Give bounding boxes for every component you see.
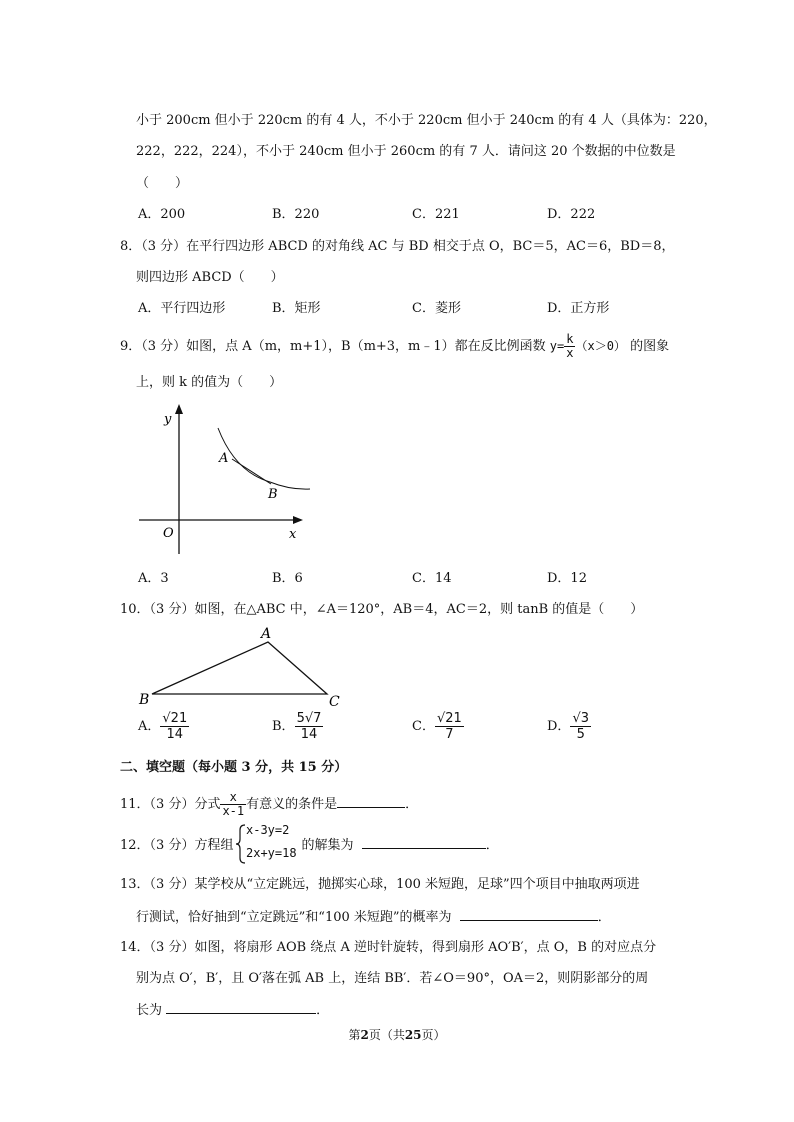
q10-option-b-den: 14: [300, 727, 318, 742]
q11-answer-blank[interactable]: [337, 794, 405, 808]
q9-y-label: y: [164, 412, 172, 427]
q9-text-a: 9．（3 分）如图，点 A（m，m+1），B（m+3，m﹣1）都在反比例函数: [120, 339, 546, 354]
q10-option-a-den: 14: [166, 727, 184, 742]
q10-triangle-shape: [152, 642, 327, 694]
q12-prefix: 12．（3 分）方程组: [120, 838, 234, 853]
q7-line1: 小于 200cm 但小于 220cm 的有 4 人，不小于 220cm 但小于 240cm 的有 4 人（具体为：220，: [136, 113, 717, 128]
q9-line2: 上，则 k 的值为（ ）: [136, 375, 283, 390]
q9-func-cond: （x＞0）: [575, 339, 626, 353]
page-footer: [0, 1026, 794, 1043]
q9-point-b-label: B: [268, 487, 278, 502]
q11-end: ．: [405, 797, 419, 812]
q10-option-c-fraction: [435, 711, 464, 742]
q10-option-a-fraction: [160, 711, 189, 742]
q10-option-b: [272, 711, 323, 742]
q9-line1: [120, 333, 669, 360]
q9-func-fraction: [564, 333, 575, 360]
q12-eq1: x-3y=2: [246, 823, 290, 837]
q10-triangle: [135, 622, 350, 710]
q10-vertex-b: B: [139, 692, 150, 708]
q12-eq2: 2x+y=18: [246, 846, 297, 860]
q13-answer-blank[interactable]: [460, 907, 598, 921]
q9-option-c: C．14: [412, 571, 452, 586]
q10-option-b-letter: B．: [272, 719, 295, 734]
q10-option-c-letter: C．: [412, 719, 435, 734]
q12-end: ．: [485, 838, 499, 853]
q10-option-c: [412, 711, 464, 742]
q14-line1: 14．（3 分）如图，将扇形 AOB 绕点 A 逆时针旋转，得到扇形 AO′B′，点 O，B 的对应点分: [120, 940, 657, 955]
footer-page-number: 2: [360, 1028, 369, 1042]
q7-option-b: B．220: [272, 207, 320, 222]
q11-den: x-1: [222, 804, 245, 818]
q8-option-c: C．菱形: [412, 301, 461, 316]
q7-line2: 222，222，224），不小于 240cm 但小于 260cm 的有 7 人．请问这 20 个数据的中位数是: [136, 144, 676, 159]
q9-func-den: x: [566, 346, 574, 360]
q8-option-a: A．平行四边形: [138, 301, 226, 316]
q14-line3-text: 长为: [136, 1003, 163, 1018]
q12-line: [120, 835, 499, 855]
q8-line1: 8．（3 分）在平行四边形 ABCD 的对角线 AC 与 BD 相交于点 O，BC＝5，AC＝6，BD＝8，: [120, 239, 675, 254]
q10-option-d-den: 5: [576, 727, 585, 742]
q14-line3: [136, 1000, 329, 1020]
q9-y-arrow: [175, 404, 183, 414]
q10-option-a-num: √21: [162, 711, 188, 726]
q12-suffix: 的解集为: [301, 838, 354, 853]
q7-option-d: D．222: [547, 207, 596, 222]
footer-post: 页）: [421, 1028, 446, 1042]
q10-option-c-num: √21: [436, 711, 462, 726]
q11-suffix: 有意义的条件是: [246, 797, 338, 812]
q9-x-arrow: [293, 516, 303, 524]
q11-num: x: [220, 791, 246, 805]
q11-line: [120, 791, 418, 818]
q10-option-a: [138, 711, 189, 742]
q10-option-a-letter: A．: [138, 719, 161, 734]
q13-line2: [136, 907, 611, 927]
q10-option-d-num: √3: [572, 711, 589, 726]
footer-mid: 页（共: [368, 1028, 405, 1042]
q11-fraction: [220, 791, 246, 818]
q14-end: ．: [316, 1003, 330, 1018]
q10-option-d-letter: D．: [547, 719, 571, 734]
q10-option-d-fraction: [570, 711, 591, 742]
q9-func-num: k: [566, 332, 574, 346]
q9-func-lhs: y=: [549, 339, 565, 353]
q8-line2: 则四边形 ABCD（ ）: [136, 270, 284, 285]
q9-option-a: A．3: [138, 571, 169, 586]
q10-option-d: [547, 711, 591, 742]
q9-x-label: x: [289, 527, 297, 542]
q10-option-b-fraction: [295, 711, 324, 742]
q7-answer-paren: （ ）: [136, 176, 189, 191]
q9-text-b: 的图象: [630, 339, 670, 354]
q13-end: ．: [597, 910, 611, 925]
q12-answer-blank[interactable]: [362, 835, 486, 849]
q10-vertex-a: A: [261, 626, 272, 642]
q12-brace-icon: [236, 824, 246, 864]
q9-option-d: D．12: [547, 571, 587, 586]
footer-pre: 第: [348, 1028, 361, 1042]
q9-origin-label: O: [163, 526, 174, 541]
q7-option-a: A．200: [138, 207, 186, 222]
q13-line1: 13．（3 分）某学校从“立定跳远，抛掷实心球，100 米短跑，足球”四个项目中抽取两项进: [120, 877, 640, 892]
q13-line2-text: 行测试，恰好抽到“立定跳远”和“100 米短跑”的概率为: [136, 910, 452, 925]
q10-line1: 10．（3 分）如图，在△ABC 中，∠A＝120°，AB＝4，AC＝2，则 tanB 的值是（ ）: [120, 602, 644, 617]
q7-option-c: C．221: [412, 207, 460, 222]
q8-option-d: D．正方形: [547, 301, 610, 316]
q10-option-b-num: 5√7: [296, 711, 322, 726]
q8-option-b: B．矩形: [272, 301, 321, 316]
q9-point-a-label: A: [219, 451, 229, 466]
q9-graph: [135, 400, 315, 560]
footer-total-pages: 25: [404, 1028, 422, 1042]
q14-answer-blank[interactable]: [166, 1000, 316, 1014]
q10-vertex-c: C: [329, 694, 340, 710]
section-heading-fill-in: 二、填空题（每小题 3 分，共 15 分）: [120, 760, 348, 775]
q9-option-b: B．6: [272, 571, 303, 586]
q10-option-c-den: 7: [445, 727, 454, 742]
q9-chord-ab: [232, 459, 271, 484]
q11-prefix: 11．（3 分）分式: [120, 797, 221, 812]
q14-line2: 别为点 O′，B′，且 O′落在弧 AB 上，连结 BB′．若∠O＝90°，OA＝2，则阴影部分的周: [136, 971, 649, 986]
